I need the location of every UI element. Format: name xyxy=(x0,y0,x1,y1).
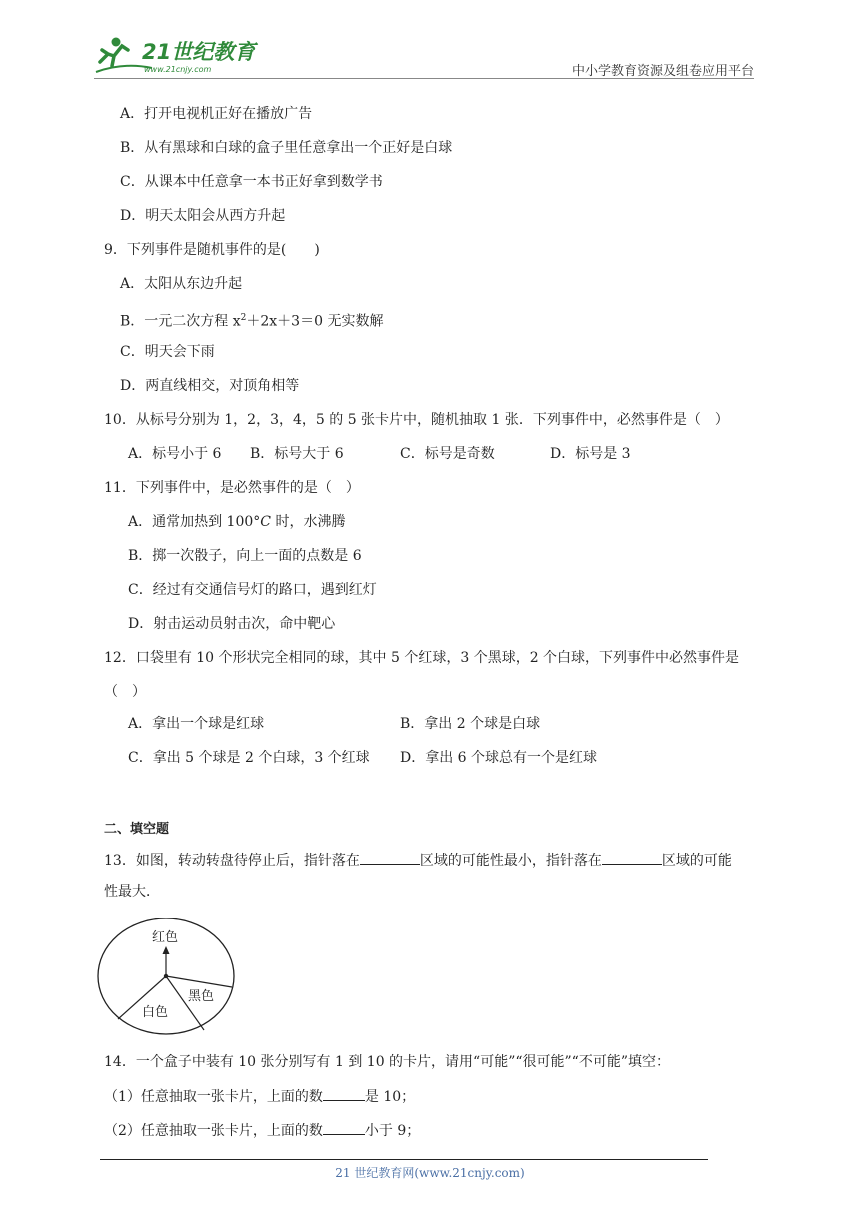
q14-part2-blank[interactable] xyxy=(323,1120,365,1135)
q11-option-a xyxy=(128,512,345,532)
q8-option-d: D．明天太阳会从西方升起 xyxy=(120,208,286,224)
q13-blank-2[interactable] xyxy=(602,850,662,865)
q11-option-a-suffix: 时，水沸腾 xyxy=(271,514,346,530)
q14-part1-suffix: 是 10； xyxy=(364,1089,416,1105)
q11-option-d: D．射击运动员射击次，命中靶心 xyxy=(128,616,336,632)
q9-option-d: D．两直线相交，对顶角相等 xyxy=(120,378,300,394)
spinner-label-red: 红色 xyxy=(152,930,179,945)
q12-option-b: B．拿出 2 个球是白球 xyxy=(400,716,541,732)
q13-stem-line2: 性最大． xyxy=(104,884,160,900)
q14-part1-prefix: （1）任意抽取一张卡片，上面的数 xyxy=(104,1089,323,1105)
q11-option-a-prefix: A．通常加热到 100° xyxy=(128,514,261,530)
footer-site-link[interactable]: 21 世纪教育网(www.21cnjy.com) xyxy=(335,1166,525,1180)
q14-part2 xyxy=(104,1120,420,1141)
q11-stem: 11．下列事件中，是必然事件的是（ ） xyxy=(104,480,360,496)
spinner-label-black: 黑色 xyxy=(188,989,215,1004)
q12-option-c: C．拿出 5 个球是 2 个白球，3 个红球 xyxy=(128,750,370,766)
q13-stem-part2: 区域的可能性最小，指针落在 xyxy=(419,853,602,869)
q12-option-d: D．拿出 6 个球总有一个是红球 xyxy=(400,750,598,766)
q10-option-c: C．标号是奇数 xyxy=(400,446,495,462)
q9-option-a: A．太阳从东边升起 xyxy=(120,276,243,292)
header-divider xyxy=(94,78,754,79)
q13-stem-part3: 区域的可能 xyxy=(661,853,732,869)
footer-divider xyxy=(100,1159,708,1160)
q14-stem: 14．一个盒子中装有 10 张分别写有 1 到 10 的卡片，请用“可能”“很可能”“不可能”填空： xyxy=(104,1054,670,1070)
q9-option-b-suffix: ＋2x＋3＝0 无实数解 xyxy=(246,313,384,330)
q14-part2-prefix: （2）任意抽取一张卡片，上面的数 xyxy=(104,1123,323,1139)
q10-stem: 10．从标号分别为 1，2，3，4，5 的 5 张卡片中，随机抽取 1 张．下列事件中，必然事件是（ ） xyxy=(104,412,729,428)
q14-part1-blank[interactable] xyxy=(323,1086,365,1101)
q10-option-d: D．标号是 3 xyxy=(550,446,631,462)
q9-option-b-prefix: B．一元二次方程 x xyxy=(120,313,241,330)
q11-option-a-unit: C xyxy=(260,514,272,530)
q13-stem xyxy=(104,850,732,871)
q12-answer-paren: （ ） xyxy=(104,684,146,700)
q11-option-c: C．经过有交通信号灯的路口，遇到红灯 xyxy=(128,582,377,598)
q11-option-b: B．掷一次骰子，向上一面的点数是 6 xyxy=(128,548,362,564)
q14-part2-suffix: 小于 9； xyxy=(364,1123,421,1139)
section-title-fill-in: 二、填空题 xyxy=(104,822,170,837)
site-tagline: 中小学教育资源及组卷应用平台 xyxy=(571,64,754,79)
q12-option-a: A．拿出一个球是红球 xyxy=(128,716,265,732)
q8-option-a: A．打开电视机正好在播放广告 xyxy=(120,106,313,122)
logo-graphic xyxy=(94,32,264,78)
site-logo xyxy=(94,32,264,78)
spinner-figure xyxy=(96,918,238,1044)
q9-option-b-exponent: 2 xyxy=(240,313,247,323)
q9-option-c: C．明天会下雨 xyxy=(120,344,215,360)
spinner-label-white: 白色 xyxy=(142,1005,169,1020)
q13-stem-part1: 13．如图，转动转盘待停止后，指针落在 xyxy=(104,853,360,869)
q9-option-b xyxy=(120,308,383,332)
q8-option-c: C．从课本中任意拿一本书正好拿到数学书 xyxy=(120,174,383,190)
q10-option-b: B．标号大于 6 xyxy=(250,446,344,462)
q8-option-b: B．从有黑球和白球的盒子里任意拿出一个正好是白球 xyxy=(120,140,453,156)
spinner-diagram xyxy=(96,918,238,1044)
logo-text: 21世纪教育 xyxy=(142,40,256,64)
logo-url-text: www.21cnjy.com xyxy=(144,65,212,74)
q12-stem: 12．口袋里有 10 个形状完全相同的球，其中 5 个红球，3 个黑球，2 个白球，下列事件中必然事件是 xyxy=(104,650,740,666)
q14-part1 xyxy=(104,1086,415,1107)
q13-blank-1[interactable] xyxy=(360,850,420,865)
q9-stem: 9．下列事件是随机事件的是( ) xyxy=(104,242,320,258)
q10-option-a: A．标号小于 6 xyxy=(128,446,222,462)
